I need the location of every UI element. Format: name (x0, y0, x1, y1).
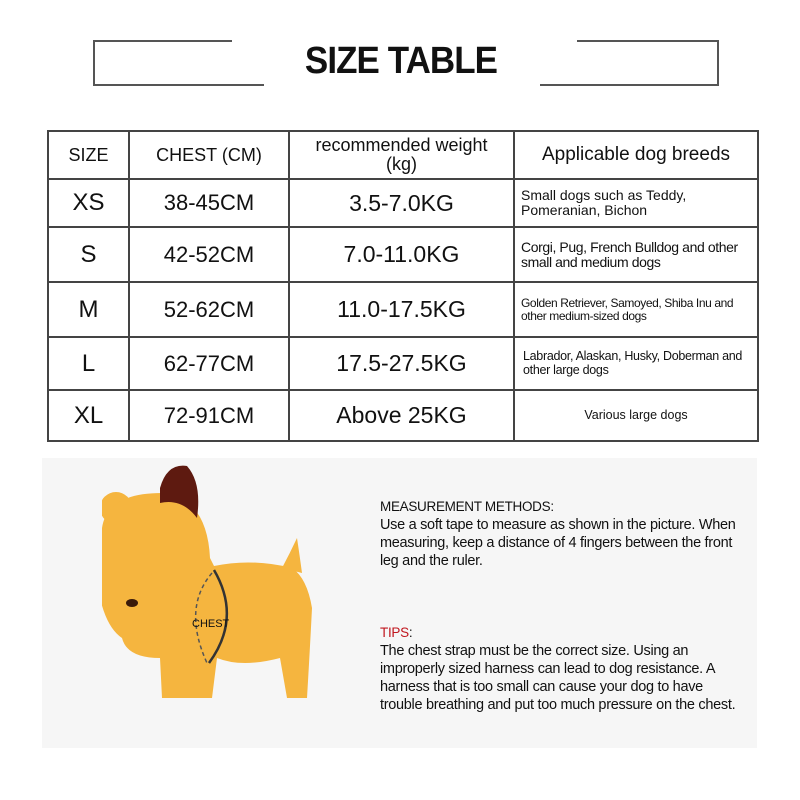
breeds-cell: Various large dogs (514, 390, 758, 441)
header-weight: recommended weight (kg) (289, 131, 514, 179)
chest-cell: 72-91CM (129, 390, 289, 441)
weight-cell: Above 25KG (289, 390, 514, 441)
tips-label: TIPS (380, 625, 409, 640)
header-size: SIZE (48, 131, 129, 179)
breeds-cell: Golden Retriever, Samoyed, Shiba Inu and other medium-sized dogs (514, 282, 758, 337)
header-chest: CHEST (CM) (129, 131, 289, 179)
chest-cell: 52-62CM (129, 282, 289, 337)
table-row (48, 282, 758, 337)
title-bracket-left (93, 40, 264, 86)
size-cell: M (48, 282, 129, 337)
breeds-cell: Small dogs such as Teddy, Pomeranian, Bichon (514, 179, 758, 227)
table-row (48, 390, 758, 441)
measurement-body: Use a soft tape to measure as shown in the picture. When measuring, keep a distance of 4 fingers between the front leg and the ruler. (380, 517, 736, 569)
measurement-methods (380, 498, 740, 570)
header-breeds: Applicable dog breeds (514, 131, 758, 179)
chest-cell: 42-52CM (129, 227, 289, 282)
size-cell: S (48, 227, 129, 282)
measurement-section (42, 458, 757, 748)
weight-cell: 3.5-7.0KG (289, 179, 514, 227)
breeds-cell: Labrador, Alaskan, Husky, Doberman and other large dogs (514, 337, 758, 390)
chest-label: CHEST (192, 618, 230, 630)
table-row (48, 227, 758, 282)
page-title: SIZE TABLE (304, 40, 498, 82)
chest-cell: 62-77CM (129, 337, 289, 390)
tips-block (380, 624, 740, 714)
size-cell: XS (48, 179, 129, 227)
weight-cell: 7.0-11.0KG (289, 227, 514, 282)
size-cell: L (48, 337, 129, 390)
size-cell: XL (48, 390, 129, 441)
chest-cell: 38-45CM (129, 179, 289, 227)
tips-body: The chest strap must be the correct size. Using an improperly sized harness can lead to dog resistance. A harness that is too small can cause your dog to have trouble breathing and put too much pressure on the chest. (380, 643, 736, 713)
measurement-heading: MEASUREMENT METHODS: (380, 499, 554, 514)
weight-cell: 17.5-27.5KG (289, 337, 514, 390)
title-bracket-right (540, 40, 719, 86)
weight-cell: 11.0-17.5KG (289, 282, 514, 337)
table-row (48, 337, 758, 390)
breeds-cell: Corgi, Pug, French Bulldog and other small and medium dogs (514, 227, 758, 282)
table-row (48, 179, 758, 227)
table-header-row (48, 131, 758, 179)
tips-heading: TIPS: (380, 625, 413, 640)
size-table (47, 130, 759, 442)
dog-illustration (102, 458, 342, 748)
